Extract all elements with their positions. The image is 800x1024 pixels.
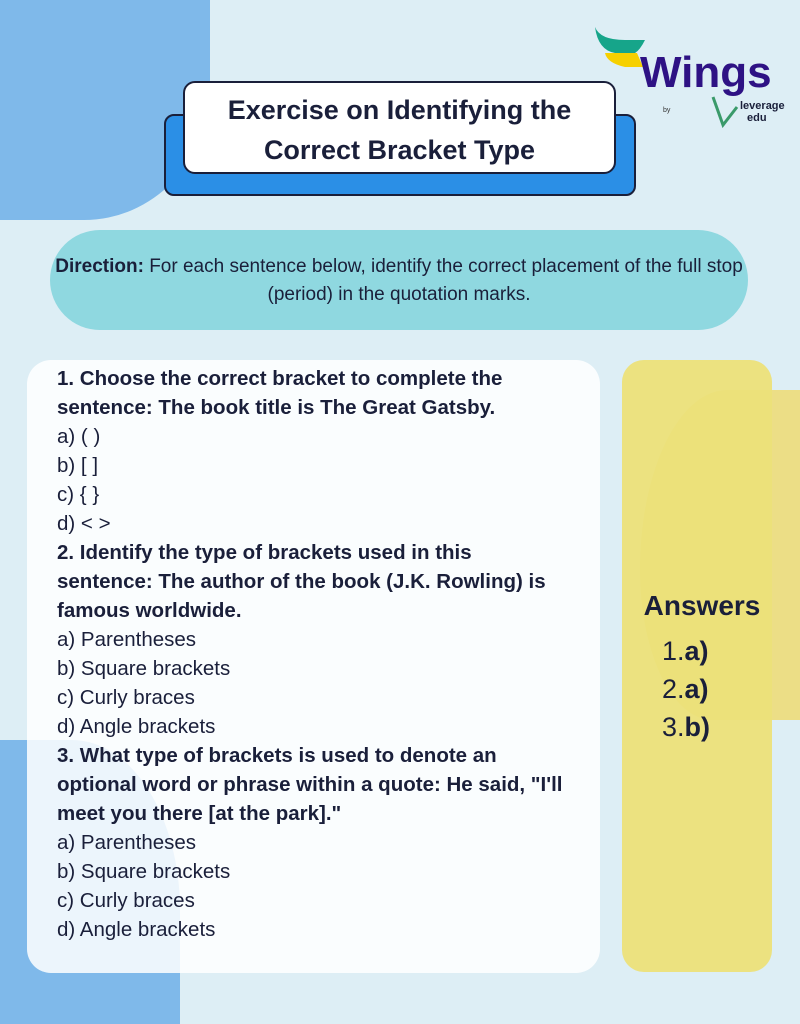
questions-card (27, 360, 600, 973)
option: d) < > (57, 512, 111, 535)
svg-text:Wings: Wings (640, 48, 772, 97)
answer-item (662, 632, 710, 670)
svg-text:edu: edu (747, 112, 767, 124)
answer-value: a) (684, 636, 709, 666)
answer-number: 1. (662, 636, 685, 666)
answer-item (662, 670, 710, 708)
option: b) Square brackets (57, 657, 231, 680)
svg-text:leverage: leverage (740, 100, 785, 112)
answer-number: 2. (662, 674, 685, 704)
option: b) [ ] (57, 454, 99, 477)
direction-text: For each sentence below, identify the correct placement of the full stop (period) in the quotation marks. (143, 256, 743, 305)
question: 3. What type of brackets is used to denote an optional word or phrase within a quote: He said, "I'll meet you there [at the park]." (57, 744, 563, 825)
option: c) { } (57, 483, 100, 506)
direction-box (50, 230, 748, 330)
question: 2. Identify the type of brackets used in this sentence: The author of the book (J.K. Rowling) is famous worldwide. (57, 541, 546, 622)
option: a) Parentheses (57, 628, 197, 651)
answer-value: a) (684, 674, 709, 704)
question: 1. Choose the correct bracket to complete the sentence: The book title is The Great Gatsby. (57, 367, 503, 419)
option: a) ( ) (57, 425, 101, 448)
direction-label: Direction: (55, 256, 144, 277)
option: b) Square brackets (57, 860, 231, 883)
page-title: Exercise on Identifying the Correct Bracket Type (183, 81, 616, 174)
answers-title: Answers (643, 590, 761, 621)
option: d) Angle brackets (57, 715, 216, 738)
svg-text:by: by (663, 107, 671, 114)
answers-list (662, 632, 710, 746)
answer-value: b) (684, 712, 711, 742)
answer-number: 3. (662, 712, 685, 742)
option: c) Curly braces (57, 889, 195, 912)
option: d) Angle brackets (57, 918, 216, 941)
answer-item (662, 708, 710, 746)
option: a) Parentheses (57, 831, 197, 854)
option: c) Curly braces (57, 686, 195, 709)
